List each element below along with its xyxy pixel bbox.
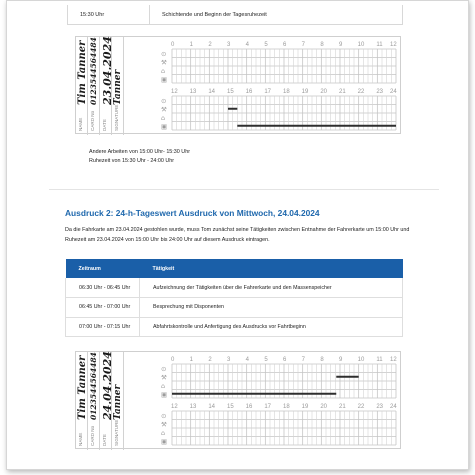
printout-note [89,148,190,165]
time-cell: 15:30 Uhr [68,5,150,24]
activity-cell: Aufzeichnung der Tätigkeiten über die Fahrerkarte und den Massenspeicher [140,278,403,298]
hour-tick-label: 17 [264,404,272,410]
hour-tick-label: 24 [390,89,397,95]
hour-tick-label: 3 [227,42,231,48]
field-label: NAME [78,117,83,131]
hour-tick-label: 5 [264,42,268,48]
time-cell: 06:30 Uhr - 06:45 Uhr [66,278,140,298]
hour-tick-label: 20 [320,404,328,410]
hour-tick-label: 0 [171,42,175,48]
hour-tick-label: 6 [283,42,287,48]
activity-row-icon: ⚒ [161,105,167,114]
activity-row-icon: ▣ [161,437,168,446]
activity-row-icon: ⚒ [161,420,167,429]
handwritten-card-no: 0123544564484 [89,37,98,105]
handwritten-name: Tim Tanner [77,40,88,105]
activity-cell: Abfahrtskontrolle und Anfertigung des Ausdrucks vor Fahrtbeginn [140,317,403,337]
hour-tick-label: 12 [390,357,397,363]
hour-tick-label: 18 [283,404,290,410]
field-label: CARD No [90,425,95,446]
activity-row-icon: ⌂ [161,429,166,437]
activity-row-icon: ⊙ [161,365,167,373]
hour-tick-label: 2 [208,42,212,48]
handwritten-signature: Tanner [113,384,123,420]
hour-tick-label: 14 [208,404,216,410]
hour-tick-label: 19 [301,89,309,95]
hour-tick-label: 9 [339,357,343,363]
activity-chart [156,39,396,133]
hour-tick-label: 21 [339,89,346,95]
activity-cell: Besprechung mit Disponenten [140,298,403,318]
hour-tick-label: 2 [208,357,212,363]
field-label: DATE [102,434,107,446]
hour-tick-label: 11 [376,357,383,363]
hour-tick-label: 0 [171,357,175,363]
hour-tick-label: 3 [227,357,231,363]
activity-table [65,259,403,337]
document-page [6,0,469,470]
activity-row-icon: ⚒ [161,58,167,67]
table-row [66,298,403,318]
hour-tick-label: 10 [357,42,365,48]
hour-tick-label: 6 [283,357,287,363]
time-cell: 07:00 Uhr - 07:15 Uhr [66,317,140,337]
hour-tick-label: 7 [301,357,306,363]
hour-tick-label: 19 [301,404,309,410]
hour-tick-label: 7 [301,42,306,48]
activity-cell: Schichtende und Beginn der Tagesruhezeit [162,11,267,18]
header-zeitraum: Zeitraum [66,259,140,278]
hour-tick-label: 12 [171,89,178,95]
hour-tick-label: 11 [376,42,383,48]
hour-tick-label: 21 [339,404,346,410]
hour-tick-label: 4 [245,42,250,48]
hour-tick-label: 14 [208,89,216,95]
hour-tick-label: 4 [245,357,250,363]
activity-row-icon: ⊙ [161,97,167,105]
hour-tick-label: 17 [264,89,272,95]
tachograph-printout-1 [75,36,401,134]
activity-row-icon: ⊙ [161,412,167,420]
field-label: DATE [102,119,107,131]
activity-row-icon: ⚒ [161,373,167,382]
hour-tick-label: 20 [320,89,328,95]
activity-row-icon: ⌂ [161,114,166,122]
handwritten-signature: Tanner [113,69,123,105]
hour-tick-label: 16 [245,404,253,410]
note-line-1: Andere Arbeiten von 15:00 Uhr- 15:30 Uhr [89,149,190,155]
hour-tick-label: 23 [376,404,384,410]
hour-tick-label: 15 [227,404,234,410]
table-row [66,278,403,298]
hour-tick-label: 24 [390,404,397,410]
hour-tick-label: 23 [376,89,384,95]
activity-row-icon: ⌂ [161,382,166,390]
activity-row-icon: ▣ [161,122,168,131]
section-paragraph: Da die Fahrkarte am 23.04.2024 gestohlen wurde, muss Tom zunächst seine Tätigkeiten zwischen Entnahme der Fahrerkarte um 15:00 Uhr und Ruhezeit am 23.04.2024 von 15:00 Uhr bis 24:00 Uhr auf diesem Ausdruck eintragen. [65,227,410,243]
hour-tick-label: 18 [283,89,290,95]
hour-tick-label: 9 [339,42,343,48]
hour-tick-label: 22 [357,89,365,95]
activity-row-icon: ▣ [161,390,168,399]
field-label: CARD No [90,110,95,131]
hour-tick-label: 16 [245,89,253,95]
hour-tick-label: 15 [227,89,234,95]
field-label: SIGNATURE [114,419,119,446]
table-row [66,317,403,337]
hour-tick-label: 12 [390,42,397,48]
hour-tick-label: 13 [189,89,197,95]
handwritten-date: 24.04.2024 [101,351,114,420]
time-cell: 06:45 Uhr - 07:00 Uhr [66,298,140,318]
table-row [67,5,403,25]
activity-chart [156,354,396,448]
hour-tick-label: 10 [357,357,365,363]
section-divider [49,189,439,190]
hour-tick-label: 1 [189,357,194,363]
activity-row-icon: ▣ [161,75,168,84]
hour-tick-label: 8 [320,42,324,48]
note-line-2: Ruhezeit von 15:30 Uhr - 24:00 Uhr [89,157,175,164]
activity-row-icon: ⌂ [161,67,166,75]
hour-tick-label: 12 [171,404,178,410]
header-taetigkeit: Tätigkeit [140,259,403,278]
handwritten-date: 23.04.2024 [101,36,114,105]
handwritten-name: Tim Tanner [77,355,88,420]
hour-tick-label: 22 [357,404,365,410]
hour-tick-label: 8 [320,357,324,363]
field-label: SIGNATURE [114,104,119,131]
tachograph-printout-2 [75,351,401,449]
handwritten-card-no: 0123544564484 [89,352,98,420]
hour-tick-label: 1 [189,42,194,48]
activity-row-icon: ⊙ [161,50,167,58]
field-label: NAME [78,432,83,446]
hour-tick-label: 13 [189,404,197,410]
hour-tick-label: 5 [264,357,268,363]
section-title: Ausdruck 2: 24-h-Tageswert Ausdruck von Mittwoch, 24.04.2024 [65,208,320,218]
